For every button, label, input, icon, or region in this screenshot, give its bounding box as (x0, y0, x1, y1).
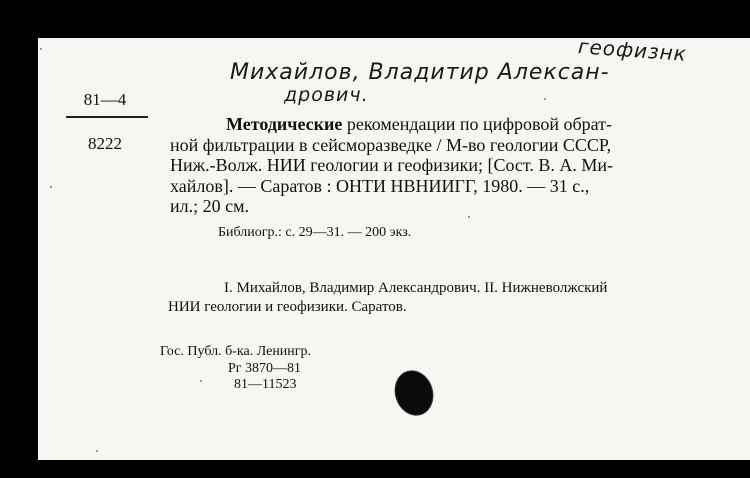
handwritten-author-line-1: Михайлов, Владитир Алексан- (230, 60, 610, 85)
description-line (170, 114, 726, 135)
call-number-inventory: 8222 (88, 134, 122, 153)
paper-speck (544, 98, 546, 100)
description-line: ной фильтрации в сейсморазведке / М-во геологии СССР, (170, 134, 612, 155)
bibliographic-description (170, 114, 726, 217)
paper-speck (40, 48, 42, 50)
bibliography-note: Библиогр.: с. 29—31. — 200 экз. (218, 225, 412, 240)
stamp-line-2: Рг 3870—81 (228, 360, 302, 376)
stamp-line-1: Гос. Публ. б-ка. Ленингр. (160, 344, 312, 359)
stamp-line-3: 81—11523 (234, 377, 297, 392)
handwritten-subject: геофизнк (577, 34, 688, 66)
paper-speck (468, 216, 470, 218)
tracing-line-1: I. Михайлов, Владимир Александрович. II. Нижневолжский (224, 280, 608, 296)
call-number-shelf: 81—4 (83, 90, 127, 109)
description-line-text: рекомендации по цифровой обрат- (342, 114, 613, 134)
call-number-divider (66, 116, 148, 118)
handwritten-author-line-2: дрович. (284, 84, 369, 106)
punch-hole (390, 367, 438, 420)
paper-speck (200, 380, 202, 382)
title-first-word: Методические (226, 114, 343, 134)
description-line: Ниж.-Волж. НИИ геологии и геофизики; [Сост. В. А. Ми- (170, 155, 614, 175)
library-stamp (160, 344, 311, 394)
paper-speck (50, 186, 52, 188)
tracing-entries (168, 279, 728, 317)
catalog-card (38, 34, 750, 460)
description-line: ил.; 20 см. (170, 196, 249, 216)
description-line: хайлов]. — Саратов : ОНТИ НВНИИГГ, 1980. — 31 с., (170, 175, 590, 196)
tracing-line-2: НИИ геологии и геофизики. Саратов. (168, 299, 407, 315)
paper-speck (96, 450, 98, 452)
